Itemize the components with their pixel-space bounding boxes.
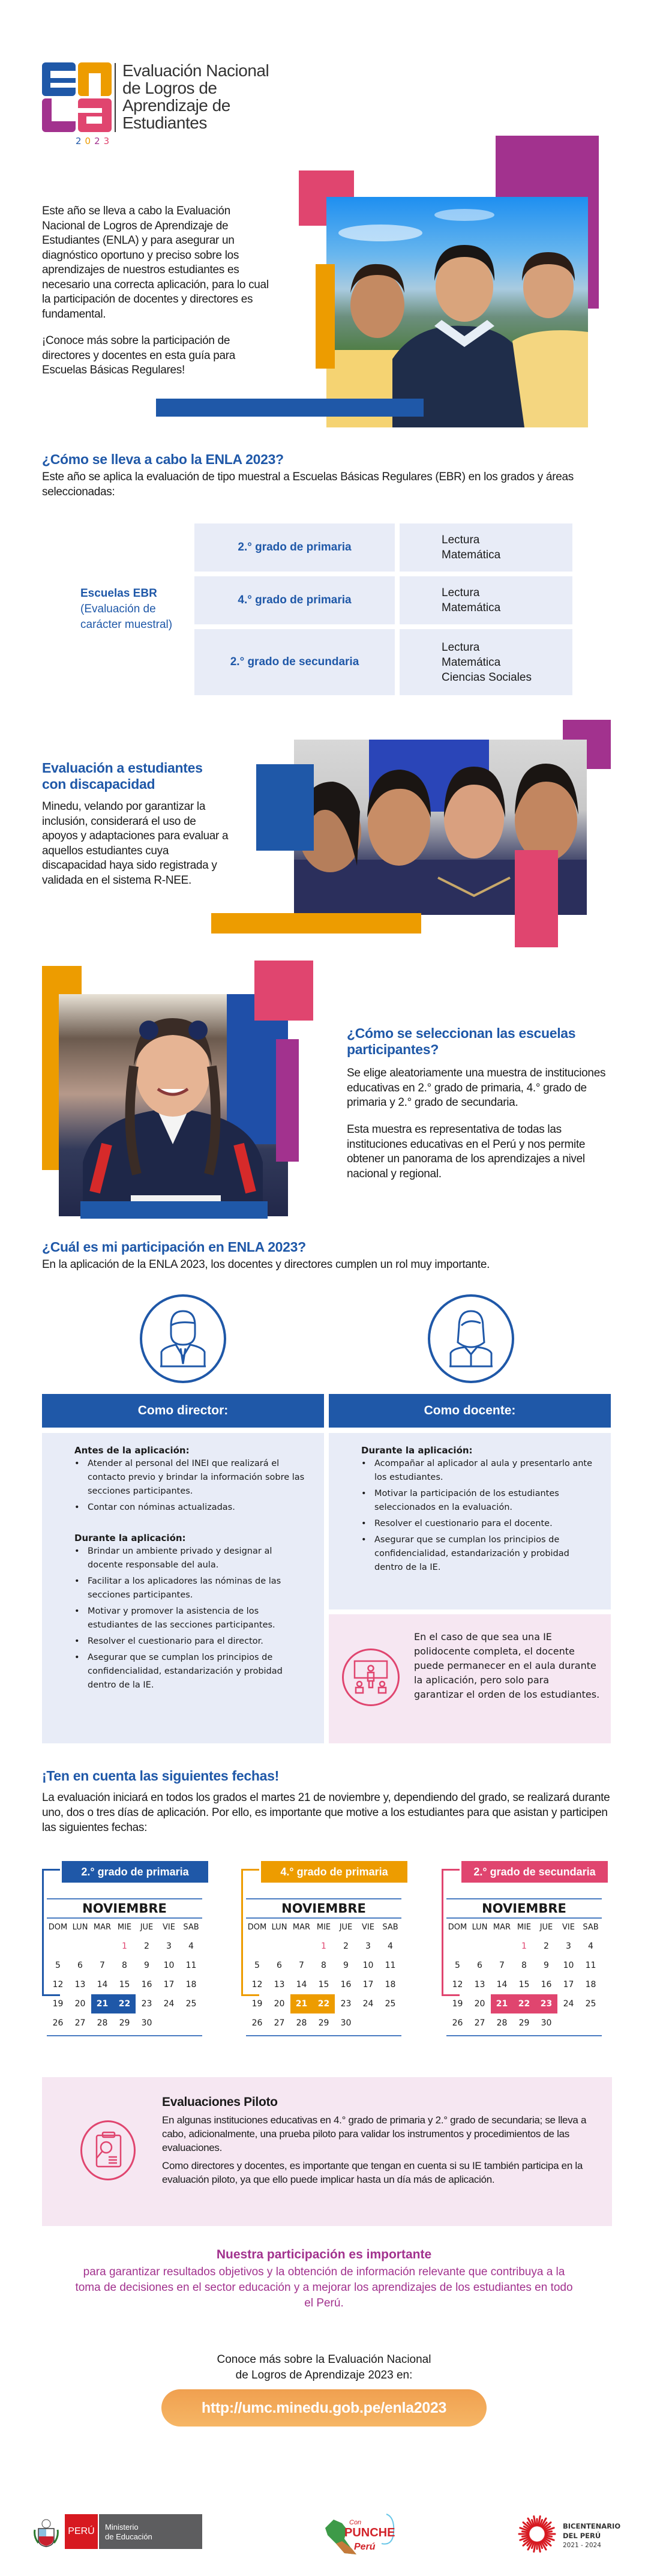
weekday-label: DOM: [48, 1923, 68, 1932]
calendar-day: 7: [499, 1961, 505, 1970]
director-during-list: [74, 1545, 310, 1692]
participation-text: En la aplicación de la ENLA 2023, los docentes y directores cumplen un rol muy importante.: [42, 1258, 490, 1271]
calendar-day: 6: [477, 1961, 482, 1970]
grade-cell-2: 4.° grado de primaria: [194, 576, 395, 624]
calendar-3: [442, 1861, 622, 2053]
calendar-grade-tag: 2.° grado de secundaria: [461, 1861, 608, 1883]
calendar-day: 3: [365, 1941, 371, 1951]
sun-ray: [545, 2532, 552, 2533]
weekday-label: DOM: [448, 1923, 467, 1932]
weekday-label: SAB: [382, 1923, 398, 1932]
students-photo: [326, 197, 588, 427]
closing-title: Nuestra participación es importante: [216, 2248, 432, 2261]
calendar-day: 25: [585, 1999, 596, 2009]
calendar-day: 1: [321, 1941, 326, 1951]
calendar-day: [47, 1937, 69, 1956]
pilot-box: [42, 2077, 612, 2226]
calendar-day: [180, 2013, 202, 2033]
calendar-day-highlighted: 21: [491, 1994, 513, 2013]
calendar-day: 29: [518, 2018, 530, 2028]
calendar-day: 23: [141, 1999, 152, 2009]
selection-paragraph-1: Se elige aleatoriamente una muestra de instituciones educativas en 2.° grado de primaria, 4.° grado de primaria y 2.° grado de secundaria.: [347, 1067, 606, 1109]
calendar-day: 10: [163, 1961, 175, 1970]
calendar-grade-tag: 2.° grado de primaria: [62, 1861, 208, 1883]
calendar-week: [446, 2013, 602, 2033]
calendar-day: 11: [585, 1961, 596, 1970]
weekday-label: MAR: [93, 1923, 112, 1932]
weekday-label: LUN: [271, 1923, 287, 1932]
dates-title: ¡Ten en cuenta las siguientes fechas!: [42, 1768, 279, 1784]
calendar-month: NOVIEMBRE: [446, 1898, 602, 1919]
calendar-day: 14: [496, 1980, 508, 1989]
decor-pink-block-3: [254, 961, 313, 1021]
list-item: • Brindar un ambiente privado y designar al docente responsable del aula.: [74, 1545, 310, 1572]
bicentenario-sun-icon: [517, 2513, 557, 2555]
calendar-day: [69, 1937, 91, 1956]
weekday-label: MAR: [292, 1923, 311, 1932]
calendar-month: NOVIEMBRE: [47, 1898, 202, 1919]
docente-note-box: [329, 1614, 611, 1743]
calendar-day: [268, 1937, 290, 1956]
dates-text: La evaluación iniciará en todos los grados el martes 21 de noviembre y, dependiendo del grado, se realizará durante uno, dos o tres días de aplicación. Por ello, es importante que motive a los estudiantes para que asistan y participen las siguientes fechas:: [42, 1791, 610, 1834]
calendar-day: 8: [521, 1961, 527, 1970]
calendar-day: 11: [185, 1961, 197, 1970]
calendar-weekdays: [47, 1919, 202, 1937]
calendar-day: [91, 1937, 113, 1956]
calendar-day: 4: [588, 1941, 593, 1951]
calendar-grade-tag: 4.° grado de primaria: [261, 1861, 407, 1883]
more-info: Conoce más sobre la Evaluación Nacional de Logros de Aprendizaje 2023 en:: [217, 2353, 431, 2381]
list-item: • Acompañar al aplicador al aula y presentarlo ante los estudiantes.: [361, 1457, 596, 1485]
docente-during-list: [361, 1457, 596, 1575]
calendar-day: 7: [100, 1961, 105, 1970]
weekday-label: JUE: [140, 1923, 154, 1932]
grade-cell-3: 2.° grado de secundaria: [194, 629, 395, 695]
list-item: • Contar con nóminas actualizadas.: [74, 1501, 310, 1515]
calendar-week: [246, 2013, 401, 2033]
calendar-day: 5: [55, 1961, 61, 1970]
calendar-day: 27: [74, 2018, 86, 2028]
svg-text:Perú: Perú: [354, 2542, 376, 2552]
calendar-table: [246, 1898, 401, 2036]
calendar-day: 26: [452, 2018, 463, 2028]
docente-note-text: En el caso de que sea una IE polidocente completa, el docente puede permanecer en el aula durante la aplicación, pero solo para garantizar el orden de los estudiantes.: [414, 1631, 600, 1700]
clipboard-search-icon: [82, 2122, 134, 2179]
calendar-day: 17: [362, 1980, 374, 1989]
calendar-day: 29: [318, 2018, 329, 2028]
weekday-label: MIE: [117, 1923, 132, 1932]
calendar-day: 9: [343, 1961, 349, 1970]
calendar-day: 20: [74, 1999, 86, 2009]
calendar-day-highlighted: 22: [313, 1994, 335, 2013]
calendar-day: 29: [119, 2018, 130, 2028]
calendar-day: 19: [52, 1999, 64, 2009]
calendar-day: 12: [251, 1980, 263, 1989]
calendar-day: 19: [452, 1999, 463, 2009]
calendar-bottom-rule: [47, 2035, 202, 2036]
calendar-day: 18: [385, 1980, 396, 1989]
girl-student-illustration: [59, 994, 288, 1216]
calendar-day: 11: [385, 1961, 396, 1970]
decor-blue-bar-3: [80, 1201, 268, 1219]
weekday-label: MIE: [517, 1923, 532, 1932]
calendar-day: 17: [563, 1980, 574, 1989]
calendar-day: 28: [296, 2018, 307, 2028]
list-item: • Resolver el cuestionario para el docente.: [361, 1517, 596, 1531]
calendar-day: 5: [254, 1961, 260, 1970]
decor-pink-bar: [515, 850, 558, 947]
how-title: ¿Cómo se lleva a cabo la ENLA 2023?: [42, 451, 284, 467]
pilot-paragraph-2: Como directores y docentes, es importante que tengan en cuenta si su IE también participa en la evaluación piloto, ya que ello puede implicar hasta un día más de aplicación.: [162, 2160, 583, 2185]
calendar-day: [580, 2013, 602, 2033]
selection-title: ¿Cómo se seleccionan las escuelas participantes?: [347, 1025, 576, 1057]
calendar-day: 19: [251, 1999, 263, 2009]
calendar-weekdays: [446, 1919, 602, 1937]
calendar-day: 25: [185, 1999, 197, 2009]
peru-coat-of-arms-icon: [34, 2519, 59, 2548]
sun-ray: [522, 2535, 529, 2536]
decor-orange-bar: [316, 264, 335, 369]
calendar-day: 3: [566, 1941, 571, 1951]
calendar-day: 2: [343, 1941, 349, 1951]
calendar-day: 12: [52, 1980, 64, 1989]
calendar-day: 3: [166, 1941, 172, 1951]
calendar-day: [158, 2013, 180, 2033]
list-item: • Motivar y promover la asistencia de los estudiantes de las secciones participantes.: [74, 1605, 310, 1632]
calendar-day: 18: [585, 1980, 596, 1989]
disability-text: Minedu, velando por garantizar la inclusión, considerará el uso de apoyos y adaptaciones para evaluar a aquellos estudiantes cuya discapacidad haya sido registrada y validada en el sistema R-NEE.: [42, 800, 229, 887]
girl-student-photo: [59, 994, 288, 1216]
weekday-label: JUE: [339, 1923, 353, 1932]
weekday-label: MAR: [493, 1923, 511, 1932]
logo-title: Evaluación Nacional de Logros de Aprendizaje de Estudiantes: [122, 61, 269, 132]
calendar-day: 4: [388, 1941, 393, 1951]
calendar-week: [47, 1975, 202, 1994]
weekday-label: VIE: [362, 1923, 374, 1932]
con-punche-peru-graphic: [320, 2511, 398, 2559]
list-item: • Resolver el cuestionario para el director.: [74, 1635, 310, 1648]
calendar-weekdays: [246, 1919, 401, 1937]
calendar-day: 15: [119, 1980, 130, 1989]
list-item: • Facilitar a los aplicadores las nóminas de las secciones participantes.: [74, 1575, 310, 1602]
calendar-day: 28: [496, 2018, 508, 2028]
selection-paragraph-2: Esta muestra es representativa de todas las instituciones educativas en el Perú y nos permite obtener un panorama de los aprendizajes a nivel nacional y regional.: [347, 1123, 586, 1180]
calendar-day: [446, 1937, 469, 1956]
weekday-label: JUE: [539, 1923, 553, 1932]
calendar-day-highlighted: 21: [290, 1994, 313, 2013]
docente-person-icon: [430, 1297, 512, 1381]
calendar-day: 24: [362, 1999, 374, 2009]
calendar-day: 1: [521, 1941, 527, 1951]
calendar-day: 8: [321, 1961, 326, 1970]
calendar-day: 13: [474, 1980, 485, 1989]
calendar-day-highlighted: 21: [91, 1994, 113, 2013]
decor-blue-bar: [156, 399, 424, 417]
list-item: • Asegurar que se cumplan los principios de confidencialidad, estandarización y probidad dentro de la IE.: [74, 1651, 310, 1692]
calendar-table: [446, 1898, 602, 2036]
weekday-label: VIE: [562, 1923, 575, 1932]
calendar-day: 14: [97, 1980, 108, 1989]
calendar-week: [446, 1975, 602, 1994]
areas-cell-3: Lectura Matemática Ciencias Sociales: [400, 629, 572, 695]
classroom-teacher-icon: [344, 1650, 398, 1704]
bicentenario-logo: [517, 2513, 625, 2555]
calendar-1: [42, 1861, 222, 2053]
calendar-day: 28: [97, 2018, 108, 2028]
calendar-day: 7: [299, 1961, 304, 1970]
calendar-day: 15: [318, 1980, 329, 1989]
pilot-icon: [80, 2120, 136, 2180]
calendar-day-highlighted: 22: [113, 1994, 136, 2013]
docente-header: Como docente:: [329, 1394, 611, 1428]
calendar-day: [246, 1937, 268, 1956]
calendar-day: 24: [163, 1999, 175, 2009]
calendar-day: 27: [274, 2018, 285, 2028]
docente-avatar-icon: [428, 1294, 514, 1383]
grade-cell-1: 2.° grado de primaria: [194, 523, 395, 572]
calendar-day-highlighted: 23: [535, 1994, 557, 2013]
calendar-day: 15: [518, 1980, 530, 1989]
calendar-day: 20: [274, 1999, 285, 2009]
calendar-day: 30: [141, 2018, 152, 2028]
calendar-day: [357, 2013, 379, 2033]
calendar-day: 6: [77, 1961, 83, 1970]
docente-card: [329, 1433, 611, 1609]
calendar-day: 23: [340, 1999, 352, 2009]
svg-text:PUNCHE: PUNCHE: [344, 2526, 395, 2539]
calendar-day: 24: [563, 1999, 574, 2009]
docente-during-title: Durante la aplicación:: [361, 1445, 473, 1456]
enla-url-button[interactable]: http://umc.minedu.gob.pe/enla2023: [161, 2389, 487, 2427]
calendar-day: [557, 2013, 580, 2033]
calendar-week: [47, 1994, 202, 2013]
calendar-day: 17: [163, 1980, 175, 1989]
calendar-week: [47, 2013, 202, 2033]
director-during-title: Durante la aplicación:: [74, 1533, 186, 1543]
weekday-label: MIE: [316, 1923, 331, 1932]
con-punche-peru-logo: [320, 2511, 398, 2559]
calendar-day: 27: [474, 2018, 485, 2028]
weekday-label: DOM: [247, 1923, 267, 1932]
ebr-label: [80, 586, 188, 633]
how-text: Este año se aplica la evaluación de tipo muestral a Escuelas Básicas Regulares (EBR) en los grados y áreas seleccionadas:: [42, 471, 574, 498]
calendar-day: 1: [122, 1941, 127, 1951]
closing-text: para garantizar resultados objetivos y la obtención de información relevante que contribuya a la toma de decisiones en el sector educación y a mejorar los aprendizajes de los estudiantes en todo el Perú.: [75, 2266, 573, 2309]
intro-paragraph-1: Este año se lleva a cabo la Evaluación Nacional de Logros de Aprendizaje de Estudiantes (ENLA) y para asegurar un diagnóstico oportuno y preciso sobre los aprendizajes de nuestros estudiantes es necesario una correcta aplicación, para lo cual la participación de docentes y directores es fundamental.: [42, 205, 269, 321]
calendar-day: [379, 2013, 401, 2033]
classroom-icon: [342, 1648, 400, 1706]
calendar-day: 8: [122, 1961, 127, 1970]
calendar-2: [241, 1861, 421, 2053]
calendar-day: 10: [563, 1961, 574, 1970]
calendar-day: 13: [74, 1980, 86, 1989]
calendar-week: [47, 1956, 202, 1975]
areas-cell-1: Lectura Matemática: [400, 523, 572, 572]
enla-logo-mark: [42, 62, 112, 132]
calendar-day: [469, 1937, 491, 1956]
decor-blue-block: [256, 764, 314, 851]
calendar-day: 16: [141, 1980, 152, 1989]
weekday-label: VIE: [163, 1923, 175, 1932]
calendar-day: 20: [474, 1999, 485, 2009]
calendar-day: 30: [541, 2018, 552, 2028]
calendar-day: [491, 1937, 513, 1956]
calendar-table: [47, 1898, 202, 2036]
calendar-day: 25: [385, 1999, 396, 2009]
calendar-week: [246, 1937, 401, 1956]
calendar-week: [446, 1994, 602, 2013]
weekday-label: LUN: [472, 1923, 488, 1932]
calendar-day: 26: [52, 2018, 64, 2028]
minedu-peru-label: PERÚ: [65, 2514, 98, 2549]
minedu-name: Ministerio de Educación: [99, 2514, 202, 2549]
calendar-day: 4: [188, 1941, 194, 1951]
calendar-day: 9: [544, 1961, 549, 1970]
calendar-week: [446, 1956, 602, 1975]
logo-year: 2023: [76, 136, 113, 146]
calendar-week: [246, 1975, 401, 1994]
calendar-week: [246, 1994, 401, 2013]
calendar-month: NOVIEMBRE: [246, 1898, 401, 1919]
calendar-bottom-rule: [246, 2035, 401, 2036]
logo-letter-a: [78, 98, 112, 132]
logo-letter-n: [78, 62, 112, 96]
disability-title: Evaluación a estudiantes con discapacidad: [42, 760, 203, 792]
ebr-label-subtitle: (Evaluación de carácter muestral): [80, 603, 173, 631]
director-before-list: [74, 1457, 310, 1515]
calendar-day: 5: [455, 1961, 460, 1970]
logo-letter-l: [42, 98, 76, 132]
calendar-bottom-rule: [446, 2035, 602, 2036]
calendar-day: 2: [144, 1941, 149, 1951]
director-header: Como director:: [42, 1394, 324, 1428]
bicentenario-text: BICENTENARIO DEL PERÚ 2021 - 2024: [563, 2522, 621, 2549]
list-item: • Atender al personal del INEI que realizará el contacto previo y brindar la información sobre las secciones participantes.: [74, 1457, 310, 1498]
calendar-day: 13: [274, 1980, 285, 1989]
logo-letter-e: [42, 62, 76, 96]
calendar-week: [246, 1956, 401, 1975]
list-item: • Asegurar que se cumplan los principios de confidencialidad, estandarización y probidad dentro de la IE.: [361, 1533, 596, 1575]
participation-title: ¿Cuál es mi participación en ENLA 2023?: [42, 1239, 306, 1255]
director-card: [42, 1433, 324, 1743]
calendar-day: 9: [144, 1961, 149, 1970]
weekday-label: SAB: [583, 1923, 599, 1932]
weekday-label: LUN: [72, 1923, 88, 1932]
logo-divider: [115, 63, 116, 132]
calendar-day-highlighted: 22: [513, 1994, 535, 2013]
list-item: • Motivar la participación de los estudiantes seleccionados en la evaluación.: [361, 1487, 596, 1515]
calendar-day: [290, 1937, 313, 1956]
calendar-week: [446, 1937, 602, 1956]
decor-purple-bar-3: [276, 1039, 299, 1162]
calendar-day: 6: [277, 1961, 282, 1970]
director-before-title: Antes de la aplicación:: [74, 1445, 190, 1456]
calendar-day: 30: [340, 2018, 352, 2028]
calendar-day: 16: [340, 1980, 352, 1989]
director-person-icon: [142, 1297, 224, 1381]
calendar-week: [47, 1937, 202, 1956]
areas-cell-2: Lectura Matemática: [400, 576, 572, 624]
minedu-logo: [34, 2514, 208, 2549]
calendar-day: 12: [452, 1980, 463, 1989]
decor-orange-bar-2: [211, 913, 421, 934]
calendar-day: 26: [251, 2018, 263, 2028]
calendar-day: 2: [544, 1941, 549, 1951]
pilot-title: Evaluaciones Piloto: [162, 2095, 278, 2109]
calendar-day: 14: [296, 1980, 307, 1989]
students-illustration: [326, 197, 588, 427]
calendar-day: 10: [362, 1961, 374, 1970]
calendar-day: 18: [185, 1980, 197, 1989]
ebr-label-title: Escuelas EBR: [80, 587, 157, 600]
svg-text:Con: Con: [349, 2519, 362, 2526]
intro-paragraph-2: ¡Conoce más sobre la participación de directores y docentes en esta guía para Escuelas Básicas Regulares!: [42, 334, 236, 376]
pilot-paragraph-1: En algunas instituciones educativas en 4.° grado de primaria y 2.° grado de secundaria; se lleva a cabo, adicionalmente, una prueba piloto para validar los instrumentos y procedimientos de las evaluaciones.: [162, 2114, 587, 2153]
calendar-day: 16: [541, 1980, 552, 1989]
director-avatar-icon: [140, 1294, 226, 1383]
weekday-label: SAB: [183, 1923, 199, 1932]
